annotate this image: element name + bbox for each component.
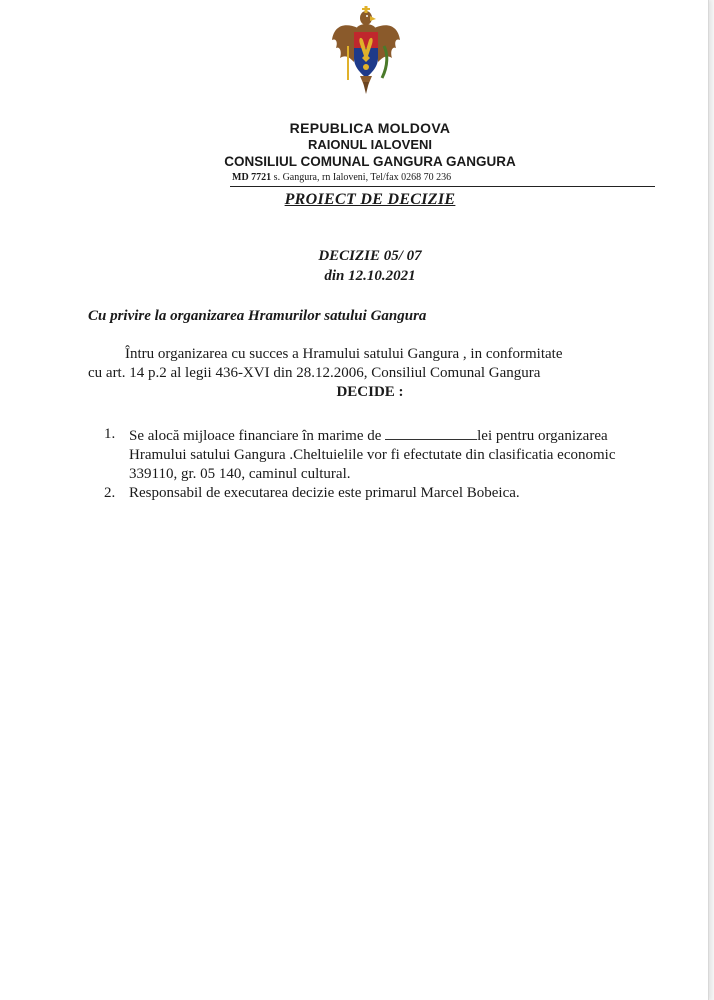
list-item [104,484,644,503]
postal-code: MD 7721 [232,172,272,183]
council-name: CONSILIUL COMUNAL GANGURA GANGURA [224,154,516,169]
amount-blank [385,425,477,440]
list-item [104,425,644,484]
moldova-coat-of-arms-icon [330,6,402,98]
letterhead [200,120,540,170]
decide-label: DECIDE : [336,384,404,400]
decision-heading [0,246,714,286]
intro-line-1: Întru organizarea cu succes a Hramului satului Gangura , in conformitate [125,346,563,362]
item-text: Responsabil de executarea decizie este primarul Marcel Bobeica. [129,485,520,501]
intro-line-2: cu art. 14 p.2 al legii 436-XVI din 28.12.2006, Consiliul Comunal Gangura [88,365,541,381]
decision-subject: Cu privire la organizarea Hramurilor satului Gangura [88,308,427,324]
country-name: REPUBLICA MOLDOVA [289,120,451,136]
item-number: 2. [104,485,116,501]
address-line [232,172,451,183]
raion-name: RAIONUL IALOVENI [308,137,432,152]
item-text: Se alocă mijloace financiare în marime de lei pentru organizarea Hramului satului Gangura .Cheltuielile vor fi efectutate din clasificatia economic 339110, gr. 05 140, caminul cultural. [129,425,644,484]
decision-number: DECIZIE 05/ 07 [318,248,422,264]
item-number: 1. [104,426,116,442]
header-divider [230,186,655,187]
intro-paragraph [88,345,648,383]
document-title: PROIECT DE DECIZIE [284,191,456,208]
decision-items [104,425,644,503]
decision-date: din 12.10.2021 [324,268,416,284]
address-details: s. Gangura, rn Ialoveni, Tel/fax 0268 70 236 [271,172,452,183]
